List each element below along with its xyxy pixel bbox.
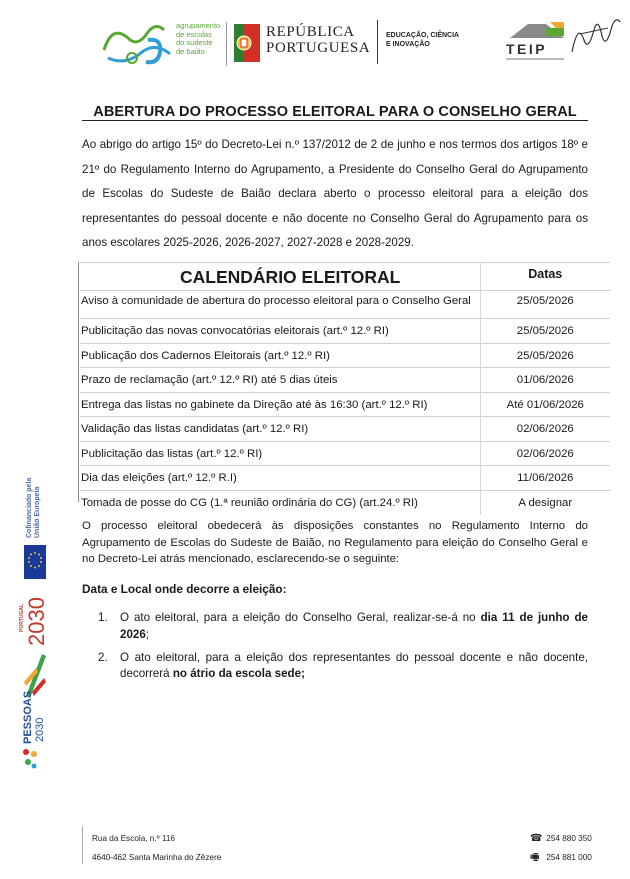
cofin-line2: União Europeia <box>34 486 41 538</box>
table-row <box>80 343 610 368</box>
edu-line1: EDUCAÇÃO, CIÊNCIA <box>386 32 460 39</box>
aese-name <box>176 22 220 56</box>
event-cell: Tomada de posse do CG (1.ª reunião ordinária do CG) (art.24.º RI) <box>80 490 480 515</box>
table-row <box>80 441 610 466</box>
intro-paragraph: Ao abrigo do artigo 15º do Decreto-Lei n.º 137/2012 de 2 de junho e nos termos dos artigos 18º e 21º do Regulamento Interno do Agrupamento, a Presidente do Conselho Geral do Agrupamento de Escolas do Sudeste de Baião declara aberto o processo eleitoral para a eleição dos representantes do pessoal docente e não docente no Conselho Geral do Agrupamento para os anos escolares 2025-2026, 2026-2027, 2027-2028 e 2028-2029. <box>82 138 588 250</box>
cofin-line1: Cofinanciado pela <box>26 477 33 538</box>
date-cell: 11/06/2026 <box>480 466 610 491</box>
aese-line: de baião <box>176 46 205 56</box>
aese-line: agrupamento <box>176 21 221 30</box>
footer-divider <box>82 826 83 864</box>
event-cell: Publicitação das novas convocatórias eleitorais (art.º 12.º RI) <box>80 319 480 344</box>
list-item <box>98 610 588 644</box>
address-line1: Rua da Escola, n.º 116 <box>92 834 175 843</box>
ministry-name <box>386 32 459 49</box>
event-cell: Aviso à comunidade de abertura do processo eleitoral para o Conselho Geral <box>80 291 480 319</box>
teip-wordmark: TEIP <box>506 41 548 57</box>
portugal-label: PORTUGAL <box>19 603 25 632</box>
aese-line: do sudeste <box>176 38 213 47</box>
aese-logo <box>98 18 228 70</box>
event-cell: Entrega das listas no gabinete da Direção até às 16:30 (art.º 12.º RI) <box>80 392 480 417</box>
table-header-row <box>80 263 610 291</box>
list-item <box>98 650 588 684</box>
table-row <box>80 466 610 491</box>
table-row <box>80 392 610 417</box>
list-text-tail: ; <box>145 627 150 641</box>
date-cell: 25/05/2026 <box>480 319 610 344</box>
republica-portuguesa-text <box>266 24 370 56</box>
rp-line1: REPÚBLICA <box>266 24 355 40</box>
date-cell: Até 01/06/2026 <box>480 392 610 417</box>
aese-logo-mark <box>98 18 178 70</box>
event-cell: Dia das eleições (art.º 12.º R.I) <box>80 466 480 491</box>
table-row <box>80 368 610 393</box>
list-text: O ato eleitoral, para a eleição do Conselho Geral, realizar-se-á no <box>120 611 481 624</box>
phone-row <box>530 829 592 848</box>
pessoas-label: PESSOAS <box>22 690 34 744</box>
dates-header: Datas <box>480 263 610 291</box>
date-cell: 01/06/2026 <box>480 368 610 393</box>
eu-flag-icon <box>24 545 46 579</box>
aese-line: de escolas <box>176 29 212 39</box>
event-cell: Validação das listas candidatas (art.º 12.º RI) <box>80 417 480 442</box>
fax-number: 254 881 000 <box>546 853 592 862</box>
list-text-bold: dia 11 de junho de 2026 <box>120 611 588 641</box>
calendar-heading: CALENDÁRIO ELEITORAL <box>80 263 480 291</box>
event-cell: Publicação dos Cadernos Eleitorais (art.º 12.º RI) <box>80 343 480 368</box>
date-cell: 02/06/2026 <box>480 441 610 466</box>
table-row <box>80 417 610 442</box>
handwritten-signature <box>568 12 624 58</box>
election-calendar-table <box>80 262 610 515</box>
phone-number: 254 880 350 <box>546 834 592 843</box>
list-number: 1. <box>98 611 108 624</box>
cofinanced-text <box>26 478 42 538</box>
title-rule <box>82 120 588 121</box>
fax-icon: 🖷 <box>530 852 540 863</box>
date-cell: A designar <box>480 490 610 515</box>
fax-row <box>530 848 592 867</box>
table-row <box>80 490 610 515</box>
phone-icon: ☎ <box>530 833 543 844</box>
regulation-paragraph: O processo eleitoral obedecerá às disposições constantes no Regulamento Interno do Agrupamento de Escolas do Sudeste de Baião, no Regulamento para eleição do Conselho Geral e no Decreto-Lei atrás mencionado, esclarecendo-se o seguinte: <box>82 520 588 566</box>
election-details-list <box>98 610 588 689</box>
page-header <box>0 10 630 80</box>
rp-line2: PORTUGUESA <box>266 40 371 56</box>
footer-address <box>92 829 221 867</box>
pessoas-mark-icon <box>20 746 40 772</box>
teip-tagline-bar <box>506 58 564 60</box>
edu-line2: E INOVAÇÃO <box>386 40 430 48</box>
date-cell: 02/06/2026 <box>480 417 610 442</box>
section-subheading: Data e Local onde decorre a eleição: <box>82 582 287 596</box>
portugal-2030-logo: 2030 <box>24 597 49 646</box>
table-left-border <box>78 262 79 502</box>
table-row <box>80 291 610 319</box>
address-line2: 4640-462 Santa Marinha do Zêzere <box>92 853 222 862</box>
footer-contacts <box>530 829 592 867</box>
event-cell: Publicitação das listas (art.º 12.º RI) <box>80 441 480 466</box>
pessoas-year: 2030 <box>34 717 46 742</box>
republic-emblem-icon <box>234 24 260 62</box>
list-text-bold: no átrio da escola sede; <box>172 667 305 681</box>
date-cell: 25/05/2026 <box>480 343 610 368</box>
event-cell: Prazo de reclamação (art.º 12.º RI) até 5 dias úteis <box>80 368 480 393</box>
date-cell: 25/05/2026 <box>480 291 610 319</box>
header-divider <box>377 20 378 64</box>
header-divider <box>226 22 227 66</box>
list-text: O ato eleitoral, para a eleição dos representantes do pessoal docente e não docente, decorrerá <box>120 650 588 681</box>
list-number: 2. <box>98 650 108 664</box>
table-row <box>80 319 610 344</box>
document-title: ABERTURA DO PROCESSO ELEITORAL PARA O CONSELHO GERAL <box>93 104 577 120</box>
